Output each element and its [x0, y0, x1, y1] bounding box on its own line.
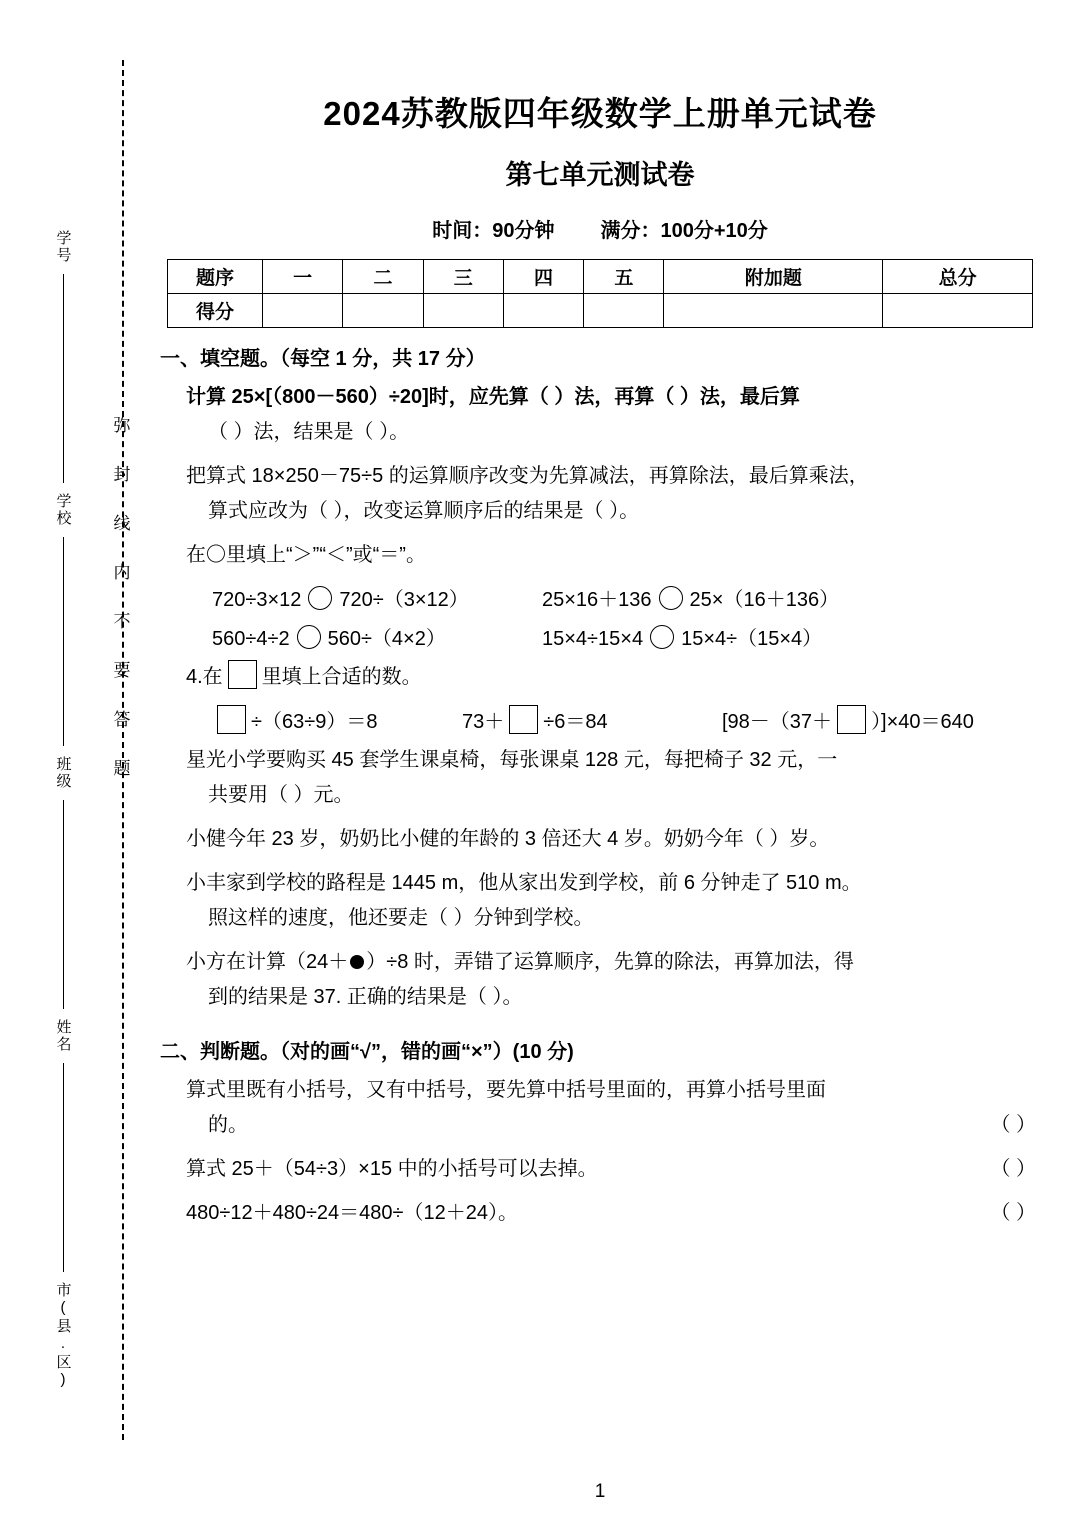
question-1-3	[160, 538, 1040, 573]
sidebar-divider-4	[63, 1063, 64, 1272]
q13-expr-4	[542, 622, 822, 651]
question-1-8-line1a: 小方在计算（24＋	[186, 951, 349, 973]
q14-expr-3	[722, 705, 974, 734]
q13-expr-1-left: 720÷3×12	[212, 589, 302, 611]
question-1-2-line1: 把算式 18×250－75÷5 的运算顺序改变为先算减法，再算除法，最后算乘法，	[186, 465, 869, 487]
q14-expr-2	[462, 705, 722, 734]
question-2-3-line1: 480÷12＋480÷24＝480÷（12＋24）。	[186, 1202, 519, 1224]
exam-full-score: 满分：100分+10分	[600, 220, 768, 242]
question-1-4-prefix: 4.在	[186, 666, 223, 688]
q13-expr-2	[542, 583, 839, 612]
q13-expr-3-right: 560÷（4×2）	[327, 628, 446, 650]
score-col-4: 四	[503, 260, 583, 294]
question-2-1	[160, 1073, 1040, 1108]
score-col-2: 二	[343, 260, 423, 294]
question-2-3	[160, 1196, 1040, 1231]
q14-expr-3a: [98－（37＋	[722, 711, 833, 733]
question-1-4	[160, 660, 1040, 695]
q14-expr-1	[212, 705, 462, 734]
q13-expr-4-left: 15×4÷15×4	[542, 628, 644, 650]
seal-char-7: 答	[110, 710, 130, 727]
page-number: 1	[594, 1481, 606, 1502]
question-1-2	[160, 459, 1040, 494]
seal-char-2: 封	[110, 465, 130, 482]
q14-expr-2b: ÷6＝84	[543, 711, 608, 733]
q13-expr-2-right: 25×（16＋136）	[689, 589, 840, 611]
score-cell-7[interactable]	[883, 294, 1033, 328]
exam-paper	[160, 0, 1040, 1527]
q13-expr-1	[212, 583, 542, 612]
question-1-6-line1: 小健今年 23 岁，奶奶比小健的年龄的 3 倍还大 4 岁。奶奶今年（ ）岁。	[186, 828, 830, 850]
question-1-1	[160, 380, 1040, 415]
sidebar-divider-3	[63, 800, 64, 1009]
score-row-label-0: 题序	[168, 260, 263, 294]
question-2-2	[160, 1152, 1040, 1187]
score-col-5: 五	[584, 260, 664, 294]
sidebar-label-xuexiao: 学校	[54, 493, 72, 527]
question-1-5-line1: 星光小学要购买 45 套学生课桌椅，每张课桌 128 元，每把椅子 32 元，一	[186, 749, 838, 771]
question-1-2-line2: 算式应改为（ ），改变运算顺序后的结果是（ ）。	[208, 500, 640, 522]
seal-char-8: 题	[110, 759, 130, 776]
score-table	[167, 259, 1033, 328]
question-1-5-line2: 共要用（ ）元。	[208, 784, 354, 806]
answer-box-icon[interactable]	[228, 660, 257, 689]
question-1-4-row	[160, 705, 1040, 734]
sidebar-divider-1	[63, 274, 64, 483]
sidebar-label-banji: 班级	[54, 756, 72, 790]
compare-circle-icon[interactable]	[650, 625, 674, 649]
score-cell-3[interactable]	[423, 294, 503, 328]
page-title: 2024苏教版四年级数学上册单元试卷	[323, 95, 877, 132]
question-1-8-line2: 到的结果是 37. 正确的结果是（ ）。	[208, 986, 523, 1008]
q13-expr-2-left: 25×16＋136	[542, 589, 652, 611]
score-row-label-1: 得分	[168, 294, 263, 328]
q14-expr-2a: 73＋	[462, 711, 505, 733]
exam-time: 时间：90分钟	[432, 220, 555, 242]
question-1-5	[160, 743, 1040, 778]
question-1-5-cont	[160, 778, 1040, 813]
question-1-7-cont	[160, 901, 1040, 936]
question-1-3-row-1	[160, 583, 1040, 612]
section-heading-2: 二、判断题。（对的画“√”，错的画“×”）(10 分)	[160, 1041, 574, 1063]
question-2-1-line1: 算式里既有小括号，又有中括号，要先算中括号里面的，再算小括号里面	[186, 1079, 826, 1101]
q13-expr-4-right: 15×4÷（15×4）	[681, 628, 823, 650]
compare-circle-icon[interactable]	[297, 625, 321, 649]
seal-dashed-line	[122, 60, 126, 1440]
answer-parens-2[interactable]: （ ）	[990, 1158, 1036, 1180]
question-1-3-line1: 在〇里填上“＞”“＜”或“＝”。	[186, 544, 426, 566]
table-row-score	[168, 294, 1033, 328]
section-heading-1: 一、填空题。（每空 1 分，共 17 分）	[160, 348, 486, 370]
answer-box-icon[interactable]	[509, 705, 538, 734]
table-row-header	[168, 260, 1033, 294]
compare-circle-icon[interactable]	[308, 586, 332, 610]
score-col-3: 三	[423, 260, 503, 294]
filled-circle-icon	[350, 955, 364, 969]
question-1-3-row-2	[160, 622, 1040, 651]
score-cell-2[interactable]	[343, 294, 423, 328]
question-1-7-line1: 小丰家到学校的路程是 1445 m，他从家出发到学校，前 6 分钟走了 510 m。	[186, 872, 862, 894]
score-col-1: 一	[263, 260, 343, 294]
score-cell-5[interactable]	[584, 294, 664, 328]
question-1-7-line2: 照这样的速度，他还要走（ ）分钟到学校。	[208, 907, 594, 929]
seal-char-1: 弥	[110, 416, 130, 433]
q13-expr-1-right: 720÷（3×12）	[339, 589, 469, 611]
score-col-6: 附加题	[664, 260, 883, 294]
answer-parens-1[interactable]: （ ）	[990, 1114, 1036, 1136]
page-subtitle: 第七单元测试卷	[505, 160, 695, 190]
question-1-1-line1: 计算 25×[（800－560）÷20]时，应先算（ ）法，再算（ ）法，最后算	[186, 386, 800, 408]
question-1-8-cont	[160, 980, 1040, 1015]
question-2-1-cont	[160, 1108, 1040, 1143]
question-2-2-line1: 算式 25＋（54÷3）×15 中的小括号可以去掉。	[186, 1158, 598, 1180]
question-1-7	[160, 866, 1040, 901]
score-col-7: 总分	[883, 260, 1033, 294]
score-cell-6[interactable]	[664, 294, 883, 328]
question-1-6	[160, 822, 1040, 857]
question-1-2-cont	[160, 494, 1040, 529]
sidebar-student-fields	[46, 230, 80, 1390]
answer-parens-3[interactable]: （ ）	[990, 1202, 1036, 1224]
answer-box-icon[interactable]	[217, 705, 246, 734]
compare-circle-icon[interactable]	[659, 586, 683, 610]
seal-line-text	[100, 400, 140, 792]
seal-char-4: 内	[110, 563, 130, 580]
sidebar-label-xuehao: 学号	[54, 230, 72, 264]
seal-char-5: 不	[110, 612, 130, 629]
seal-char-6: 要	[110, 661, 130, 678]
seal-char-3: 线	[110, 514, 130, 531]
q14-expr-1-text: ÷（63÷9）＝8	[251, 711, 378, 733]
answer-box-icon[interactable]	[837, 705, 866, 734]
sidebar-label-shixianqu: 市(县.区)	[54, 1282, 72, 1390]
question-1-8-line1b: ）÷8 时，弄错了运算顺序，先算的除法，再算加法，得	[366, 951, 854, 973]
question-1-1-line2: （ ）法，结果是（ ）。	[208, 421, 410, 443]
sidebar-divider-2	[63, 537, 64, 746]
score-cell-1[interactable]	[263, 294, 343, 328]
question-1-1-cont	[160, 415, 1040, 450]
q13-expr-3-left: 560÷4÷2	[212, 628, 290, 650]
question-2-1-line2: 的。	[208, 1114, 248, 1136]
question-1-4-suffix: 里填上合适的数。	[261, 666, 422, 688]
sidebar-label-xingming: 姓名	[54, 1019, 72, 1053]
q14-expr-3b: ）]×40＝640	[871, 711, 974, 733]
exam-meta	[160, 214, 1040, 243]
q13-expr-3	[212, 622, 542, 651]
question-1-8	[160, 945, 1040, 980]
score-cell-4[interactable]	[503, 294, 583, 328]
